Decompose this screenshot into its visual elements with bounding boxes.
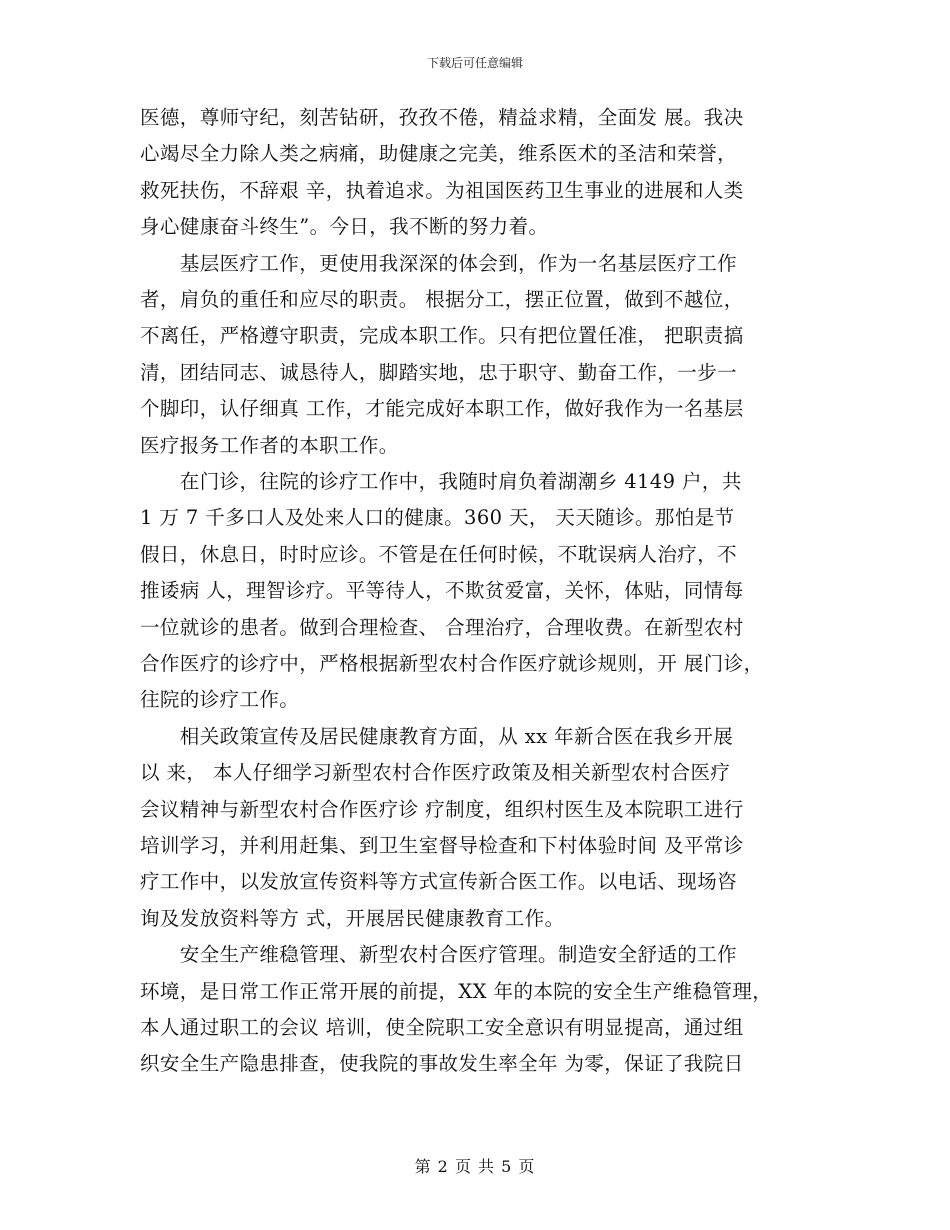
text-line: 询及发放资料等方 式，开展居民健康教育工作。	[140, 906, 565, 930]
text-line: 不离任，严格遵守职责，完成本职工作。只有把位置任准， 把职责搞	[140, 324, 744, 348]
text-line: 者，肩负的重任和应尽的职责。 根据分工，摆正位置，做到不越位，	[140, 288, 744, 311]
text-line: 本人通过职工的会议 培训，使全院职工安全意识有明显提高，通过组	[140, 1016, 744, 1039]
text-line: 身心健康奋斗终生”。今日，我不断的努力着。	[140, 215, 549, 239]
text-line: 假日，休息日，时时应诊。不管是在任何时候，不耽误病人治疗，不	[140, 542, 738, 566]
text-line: 推诿病 人，理智诊疗。平等待人，不欺贫爱富，关怀，体贴，同情每	[140, 579, 744, 603]
text-line: 一位就诊的患者。做到合理检查、 合理治疗，合理收费。在新型农村	[140, 615, 744, 639]
text-line: 心竭尽全力除人类之病痛，助健康之完美，维系医术的圣洁和荣誉，	[140, 142, 738, 166]
text-line: 清，团结同志、诚恳待人，脚踏实地，忠于职守、勤奋工作，一步一	[140, 360, 738, 384]
text-line: 疗工作中，以发放宣传资料等方式宣传新合医工作。以电话、现场咨	[140, 870, 738, 894]
text-line: 织安全生产隐患排查，使我院的事故发生率全年 为零，保证了我院日	[140, 1052, 744, 1076]
text-line: 1 万 7 千多口人及处来人口的健康。360 天， 天天随诊。那怕是节	[140, 506, 735, 530]
text-line: 相关政策宣传及居民健康教育方面，从 xx 年新合医在我乡开展	[140, 724, 734, 748]
text-line: 基层医疗工作，更使用我深深的体会到，作为一名基层医疗工作	[140, 251, 738, 275]
page-header: 下载后可任意编辑	[426, 56, 523, 70]
text-line: 安全生产维稳管理、新型农村合医疗管理。制造安全舒适的工作	[140, 943, 738, 967]
text-line: 培训学习，并利用赶集、到卫生室督导检查和下村体验时间 及平常诊	[140, 834, 744, 857]
text-line: 合作医疗的诊疗中，严格根据新型农村合作医疗就诊规则，开 展门诊，	[140, 652, 764, 675]
text-line: 医德，尊师守纪，刻苦钻研，孜孜不倦，精益求精，全面发 展。我决	[140, 106, 744, 129]
text-line: 往院的诊疗工作。	[140, 688, 300, 712]
text-line: 个脚印，认仔细真 工作，才能完成好本职工作，做好我作为一名基层	[140, 397, 744, 421]
text-line: 救死扶伤，不辞艰 辛，执着追求。为祖国医药卫生事业的进展和人类	[140, 178, 744, 202]
text-line: 会议精神与新型农村合作医疗诊 疗制度，组织村医生及本院职工进行	[140, 797, 744, 821]
text-line: 以 来， 本人仔细学习新型农村合作医疗政策及相关新型农村合医疗	[140, 761, 731, 785]
text-line: 医疗报务工作者的本职工作。	[140, 433, 399, 457]
text-line: 环境，是日常工作正常开展的前提，XX 年的本院的安全生产维稳管理，	[140, 979, 773, 1003]
text-line: 在门诊，往院的诊疗工作中，我随时肩负着湖潮乡 4149 户，共	[140, 470, 742, 493]
page-footer: 第 2 页 共 5 页	[414, 1157, 536, 1176]
